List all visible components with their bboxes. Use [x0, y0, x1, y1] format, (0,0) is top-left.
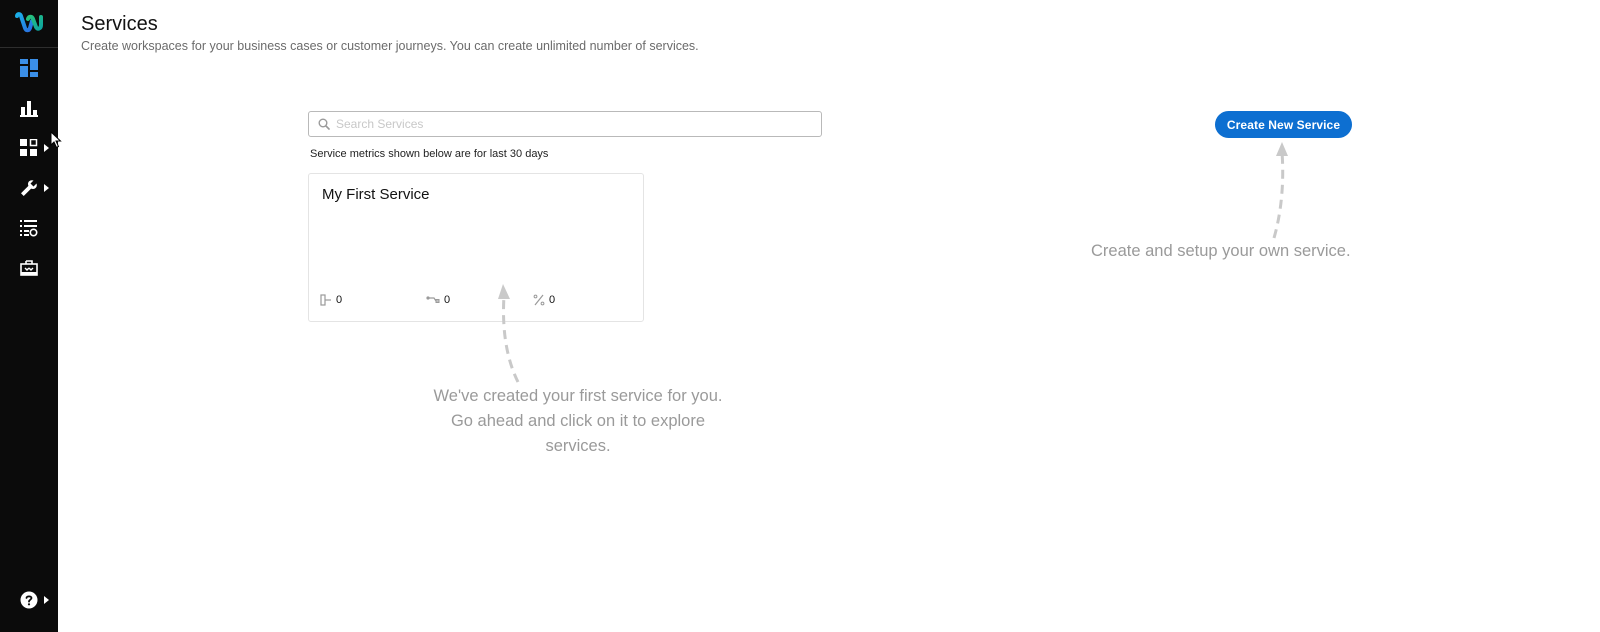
- hint-line: services.: [545, 437, 611, 455]
- sidebar-item-help[interactable]: [0, 582, 58, 618]
- analytics-bar-chart-icon: [20, 99, 38, 117]
- webex-logo-icon[interactable]: [15, 11, 43, 35]
- sidebar: [0, 0, 58, 632]
- apps-widgets-icon: [20, 139, 38, 157]
- sidebar-item-analytics[interactable]: [0, 90, 58, 126]
- dashboard-grid-icon: [20, 59, 38, 77]
- briefcase-icon: [20, 259, 38, 277]
- page-title: Services: [81, 13, 158, 35]
- submenu-caret-icon: [44, 144, 49, 152]
- service-metric-entry: [320, 294, 342, 306]
- service-metric-percent: [533, 294, 555, 306]
- service-card-title: My First Service: [322, 186, 430, 203]
- first-service-hint: [415, 384, 741, 459]
- metrics-note: Service metrics shown below are for last 30 days: [310, 148, 549, 160]
- sidebar-item-tools[interactable]: [0, 170, 58, 206]
- metric-value: 0: [549, 294, 556, 306]
- hint-arrow-create-icon: [1262, 140, 1292, 242]
- search-input[interactable]: [336, 114, 821, 134]
- flow-icon: [426, 294, 440, 306]
- entry-icon: [320, 294, 332, 306]
- hint-line: Go ahead and click on it to explore: [450, 412, 706, 430]
- page-subtitle: Create workspaces for your business cases or customer journeys. You can create unlimited number of services.: [81, 39, 699, 53]
- create-new-service-button[interactable]: Create New Service: [1215, 111, 1352, 138]
- sidebar-item-list-settings[interactable]: [0, 210, 58, 246]
- hint-line: We've created your first service for you.: [433, 387, 723, 405]
- sidebar-item-briefcase[interactable]: [0, 250, 58, 286]
- sidebar-divider: [0, 47, 58, 48]
- submenu-caret-icon: [44, 596, 49, 604]
- sidebar-item-dashboard[interactable]: [0, 50, 58, 86]
- search-services-field[interactable]: [308, 111, 822, 137]
- hint-arrow-card-icon: [490, 282, 524, 386]
- list-settings-icon: [20, 219, 38, 237]
- search-icon: [318, 118, 330, 130]
- service-metric-flow: [426, 294, 450, 306]
- help-icon: [20, 591, 38, 609]
- create-service-hint: Create and setup your own service.: [1091, 242, 1351, 260]
- wrench-tools-icon: [20, 179, 38, 197]
- percent-icon: [533, 294, 545, 306]
- metric-value: 0: [444, 294, 451, 306]
- mouse-cursor-icon: [50, 131, 62, 149]
- service-card[interactable]: [308, 173, 644, 322]
- metric-value: 0: [336, 294, 343, 306]
- submenu-caret-icon: [44, 184, 49, 192]
